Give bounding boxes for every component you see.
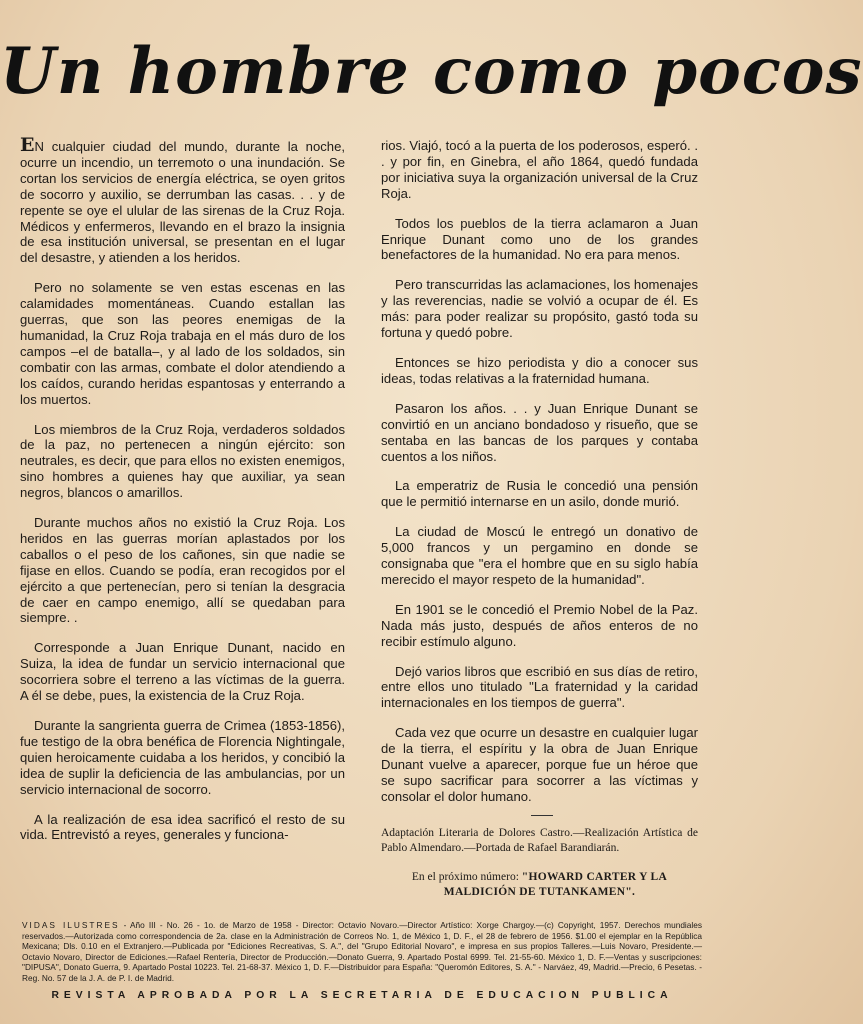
paragraph: Corresponde a Juan Enrique Dunant, nacido en Suiza, la idea de fundar un servicio internacional que socorriera sobre el terreno a las víctimas de la guerra. A él se debe, pues, la existencia de la Cruz Roja. [20, 640, 345, 704]
paragraph: La emperatriz de Rusia le concedió una pensión que le permitió internarse en un asilo, donde murió. [381, 478, 698, 510]
paragraph-text: N cualquier ciudad del mundo, durante la noche, ocurre un incendio, un terremoto o una inundación. Se cortan los servicios de energía eléctrica, se oyen gritos de socorro y auxilio, se derrumban las casas. . . y de repente se oye el ulular de las sirenas de la Cruz Roja. Médicos y enfermeros, llevando en el brazo la insignia de esa institución universal, se presentan en el lugar del desastre, y atienden a los heridos. [20, 139, 345, 266]
imprint-text: - Año III - No. 26 - 1o. de Marzo de 1958 - Director: Octavio Novaro.—Director Artístico: Xorge Chargoy.—(c) Copyright, 1957. Derechos mundiales reservados.—Autorizada como correspondencia de 2a. clase en la Administración de Correos No. 1, de México 1, D. F., el 28 de febrero de 1956. $1.00 el ejemplar en la República Mexicana; Dls. 0.10 en el Extranjero.—Publicada por "Ediciones Recreativas, S. A.", del "Grupo Editorial Novaro", e impresa en sus propios Talleres.—Luis Novaro, Presidente.—Octavio Novaro, Director de Ediciones.—Rafael Rentería, Director de Producción.—Donato Guerra, 9. Apartado Postal 6999. Tel. 21-55-60. México 1, D. F.—Ventas y suscripciones: "DIPUSA", Donato Guerra, 9. Apartado Postal 10223. Tel. 21-68-37. México 1, D. F.—Distribuidor para España: "Queromón Editores, S. A." - Narváez, 49, Madrid.—Precio, 6 Pesetas. - Reg. No. 57 de la J. A. de P. I. de Madrid. [22, 920, 702, 983]
paragraph: La ciudad de Moscú le entregó un donativo de 5,000 francos y un pergamino en donde se consignaba que "era el hombre que en su siglo había merecido el mayor respeto de la humanidad". [381, 524, 698, 587]
paragraph: Dejó varios libros que escribió en sus días de retiro, entre ellos uno titulado "La fraternidad y la caridad internacionales en los tiempos de guerra". [381, 663, 698, 711]
magazine-name: VIDAS ILUSTRES [22, 920, 120, 930]
next-issue [381, 870, 698, 900]
paragraph: Entonces se hizo periodista y dio a conocer sus ideas, todas relativas a la fraternidad humana. [381, 354, 698, 386]
paragraph: Cada vez que ocurre un desastre en cualquier lugar de la tierra, el espíritu y la obra de Juan Enrique Dunant vuelve a aparecer, porque fue un héroe que se supo sacrificar para socorrer a las víctimas y consolar el dolor humano. [381, 725, 698, 804]
paragraph: Todos los pueblos de la tierra aclamaron a Juan Enrique Dunant como uno de los grandes benefactores de la humanidad. No era para menos. [381, 215, 698, 263]
credits: Adaptación Literaria de Dolores Castro.—Realización Artística de Pablo Almendaro.—Portada de Rafael Barandiarán. [381, 826, 698, 854]
paragraph: Pero transcurridas las aclamaciones, los homenajes y las reverencias, nadie se volvió a ocupar de él. Es más: para poder realizar su propósito, gastó toda su fortuna y quedó pobre. [381, 277, 698, 341]
right-column [381, 138, 698, 914]
next-issue-title: "HOWARD CARTER Y LA MALDICIÓN DE TUTANKAMEN". [443, 870, 668, 898]
drop-letter: E [20, 134, 35, 156]
paragraph: A la realización de esa idea sacrificó el resto de su vida. Entrevistó a reyes, generales y funciona- [20, 811, 345, 843]
imprint [22, 920, 702, 984]
page-title: Un hombre como pocos [0, 34, 863, 109]
paragraph: Los miembros de la Cruz Roja, verdaderos soldados de la paz, no pertenecen a ningún ejército: son neutrales, es decir, que para ellos no existen enemigos, sino hombres a quienes hay que auxiliar, ya sean negros, blancos o amarillos. [20, 421, 345, 501]
left-column [20, 134, 345, 857]
paragraph: Durante la sangrienta guerra de Crimea (1853-1856), fue testigo de la obra benéfica de Florencia Nightingale, quien heroicamente cuidaba a los heridos, y concibió la idea de suplir la deficiencia de las ambulancias, por un servicio internacional de socorro. [20, 718, 345, 797]
footer-approval: REVISTA APROBADA POR LA SECRETARIA DE EDUCACION PUBLICA [51, 990, 673, 1001]
paragraph: Pasaron los años. . . y Juan Enrique Dunant se convirtió en un anciano bondadoso y risueño, que se sentaba en las bancas de los parques y contaba cuentos a los niños. [381, 400, 698, 464]
paragraph: En 1901 se le concedió el Premio Nobel de la Paz. Nada más justo, después de años enteros de no recibir estímulo alguno. [381, 601, 698, 649]
paragraph: rios. Viajó, tocó a la puerta de los poderosos, esperó. . . y por fin, en Ginebra, el año 1864, quedó fundada por iniciativa suya la organización universal de la Cruz Roja. [381, 138, 698, 201]
next-issue-label: En el próximo número: [411, 870, 519, 883]
paragraph: Pero no solamente se ven estas escenas en las calamidades momentáneas. Cuando estallan las guerras, que son las peores enemigas de la humanidad, la Cruz Roja trabaja en el más duro de los campos –el de batalla–, y al lado de los soldados, sin combatir con las armas, combate el dolor atendiendo a los caídos, curando heridas espantosas y enterrando a los muertos. [20, 280, 345, 407]
divider [531, 815, 553, 816]
paragraph [20, 134, 345, 266]
paragraph: Durante muchos años no existió la Cruz Roja. Los heridos en las guerras morían aplastados por los caballos o el peso de los cañones, sin que nadie se fijase en ellos. Cuando se podía, eran recogidos por el ejército a que pertenecían, pero si tenían la desgracia de caer en campo enemigo, allí se quedaban para siempre. . [20, 515, 345, 626]
